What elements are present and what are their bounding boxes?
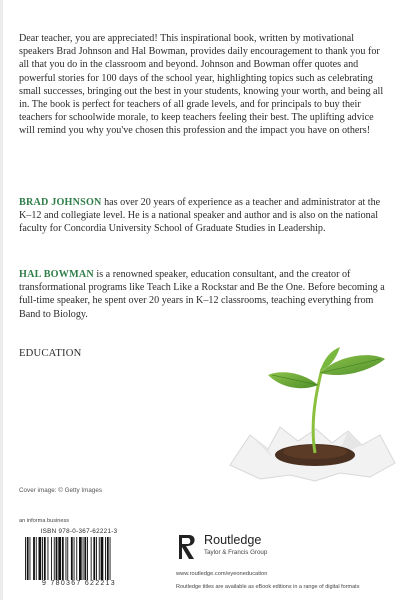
author-bio-hal-bowman <box>19 268 387 321</box>
author-name: BRAD JOHNSON <box>19 197 102 208</box>
author-bio-text: is a renowned speaker, education consultant, and the creator of transformational programs like Teach Like a Rockstar and Be the One. Before becoming a full-time speaker, he spent over 20 years in K–12 classrooms, teaching everything from Band to Biology. <box>19 269 385 320</box>
barcode-digits: 9 780367 622213 <box>42 580 116 587</box>
author-name: HAL BOWMAN <box>19 269 94 280</box>
barcode-icon <box>25 537 133 580</box>
publisher-group: Taylor & Francis Group <box>204 549 268 556</box>
cover-image-credit: Cover image: © Getty Images <box>19 487 103 494</box>
routledge-logo-icon <box>176 533 198 561</box>
publisher-url: www.routledge.com/eyeoneducation <box>176 571 268 577</box>
isbn-number: ISBN 978-0-367-62221-3 <box>40 528 118 535</box>
subject-category: EDUCATION <box>19 348 82 359</box>
isbn-barcode <box>19 528 139 588</box>
author-bio-brad-johnson <box>19 196 387 236</box>
ebook-availability-note: Routledge titles are available as eBook editions in a range of digital formats <box>176 584 360 590</box>
publisher-block <box>176 531 336 561</box>
publisher-name: Routledge <box>204 533 262 547</box>
informa-business-label: an informa business <box>19 518 70 524</box>
sprout-photo <box>220 345 400 485</box>
author-bio-text: has over 20 years of experience as a teacher and administrator at the K–12 and collegiate level. He is a national speaker and author and is also on the national faculty for Concordia University School of Graduate Studies in Leadership. <box>19 197 381 235</box>
book-blurb: Dear teacher, you are appreciated! This inspirational book, written by motivational speakers Brad Johnson and Hal Bowman, provides daily encouragement to thank you for all that you do in the classroom and beyond. Johnson and Bowman offer quotes and powerful stories for 100 days of the school year, highlighting topics such as celebrating small successes, bringing out the best in your students, knowing your worth, and being all in. The book is perfect for teachers of all grade levels, and for principals to buy their teachers for schoolwide morale, to keep teachers feeling their best. The uplifting advice will remind you why you've chosen this profession and the impact you have on others! <box>19 33 384 137</box>
